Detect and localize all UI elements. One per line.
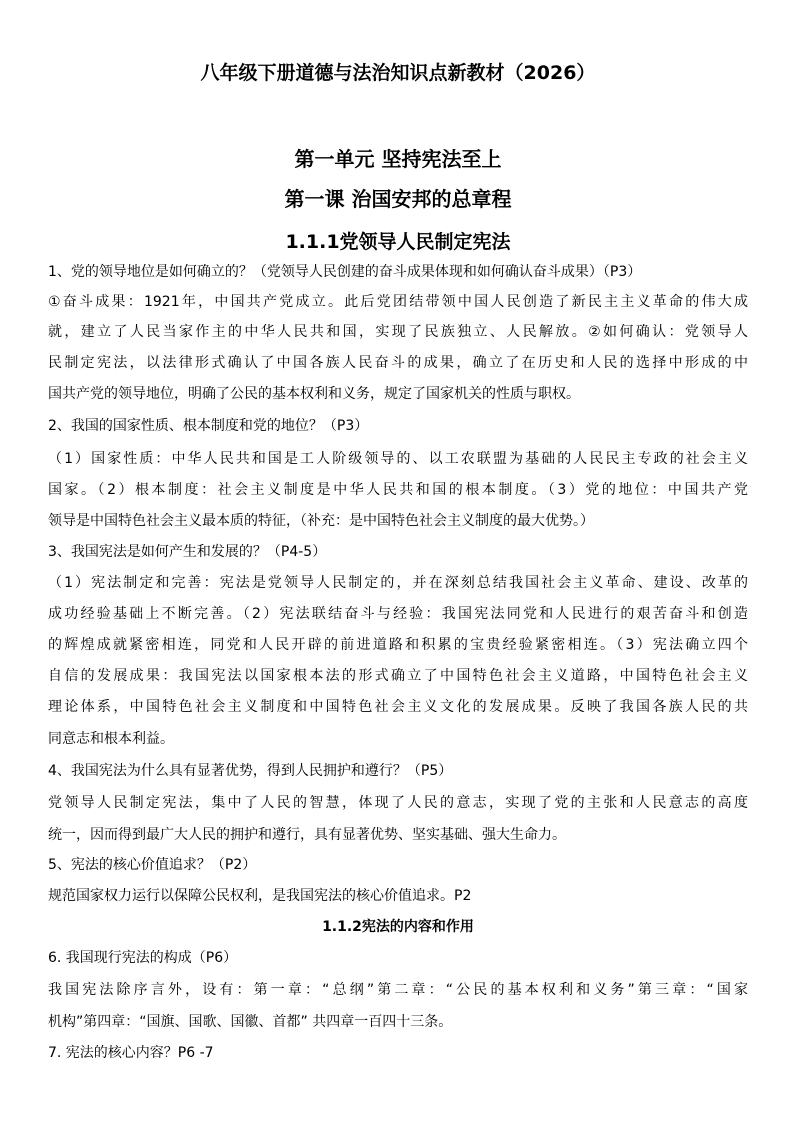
answer-line: 理论体系，中国特色社会主义制度和中国特色社会主义文化的发展成果。反映了我国各族人民的共 [48, 699, 748, 715]
unit-heading: 第一单元 坚持宪法至上 [294, 147, 502, 171]
answer-line: 国共产党的领导地位，明确了公民的基本权利和义务，规定了国家机关的性质与职权。 [48, 386, 580, 402]
question-1: 1、党的领导地位是如何确立的？（党领导人民创建的奋斗成果体现和如何确认奋斗成果）（P3） [48, 264, 642, 280]
answer-line: 成功经验基础上不断完善。（2）宪法联结奋斗与经验：我国宪法同党和人民进行的艰苦奋斗和创造 [48, 606, 748, 622]
question-6: 6. 我国现行宪法的构成（P6） [48, 950, 238, 966]
question-3: 3、我国宪法是如何产生和发展的？（P4-5） [48, 544, 327, 560]
answer-line: 领导是中国特色社会主义最本质的特征，（补充：是中国特色社会主义制度的最大优势。） [48, 513, 594, 529]
answer-line: 民制定宪法，以法律形式确认了中国各族人民奋斗的成果，确立了在历史和人民的选择中形成的中 [48, 355, 748, 371]
answer-line: 的辉煌成就紧密相连，同党和人民开辟的前进道路和积累的宝贵经验紧密相连。（3）宪法确立四个 [48, 637, 748, 653]
answer-line: 统一，因而得到最广大人民的拥护和遵行，具有显著优势、坚实基础、强大生命力。 [48, 827, 566, 843]
answer-line: 规范国家权力运行以保障公民权利，是我国宪法的核心价值追求。P2 [48, 888, 472, 904]
question-5: 5、宪法的核心价值追求？（P2） [48, 857, 257, 873]
answer-line: 自信的发展成果：我国宪法以国家根本法的形式确立了中国特色社会主义道路，中国特色社会主义 [48, 668, 748, 684]
answer-line: （1）宪法制定和完善：宪法是党领导人民制定的，并在深刻总结我国社会主义革命、建设、改革的 [48, 575, 748, 591]
answer-line: 机构”第四章：“国旗、国歌、国徽、首都” 共四章一百四十三条。 [48, 1014, 453, 1030]
answer-line: ①奋斗成果：1921年，中国共产党成立。此后党团结带领中国人民创造了新民主主义革命的伟大成 [48, 294, 748, 310]
answer-line: 就，建立了人民当家作主的中华人民共和国，实现了民族独立、人民解放。②如何确认：党领导人 [48, 324, 748, 340]
answer-line: （1）国家性质：中华人民共和国是工人阶级领导的、以工农联盟为基础的人民民主专政的社会主义 [48, 451, 748, 467]
question-4: 4、我国宪法为什么具有显著优势，得到人民拥护和遵行？（P5） [48, 763, 453, 779]
answer-line: 同意志和根本利益。 [48, 731, 174, 747]
section-heading: 1.1.1党领导人民制定宪法 [285, 231, 511, 253]
answer-line: 我国宪法除序言外，设有：第一章：“总纲”第二章：“公民的基本权利和义务”第三章：“国家 [48, 982, 748, 998]
document-title: 八年级下册道德与法治知识点新教材（2026） [200, 62, 596, 84]
question-7: 7. 宪法的核心内容？P6 -7 [48, 1045, 214, 1061]
question-2: 2、我国的国家性质、根本制度和党的地位？（P3） [48, 418, 369, 434]
answer-line: 国家。（2）根本制度：社会主义制度是中华人民共和国的根本制度。（3）党的地位：中国共产党 [48, 482, 748, 498]
subsection-heading: 1.1.2宪法的内容和作用 [322, 919, 474, 935]
answer-line: 党领导人民制定宪法，集中了人民的智慧，体现了人民的意志，实现了党的主张和人民意志的高度 [48, 795, 748, 811]
lesson-heading: 第一课 治国安邦的总章程 [284, 187, 512, 211]
